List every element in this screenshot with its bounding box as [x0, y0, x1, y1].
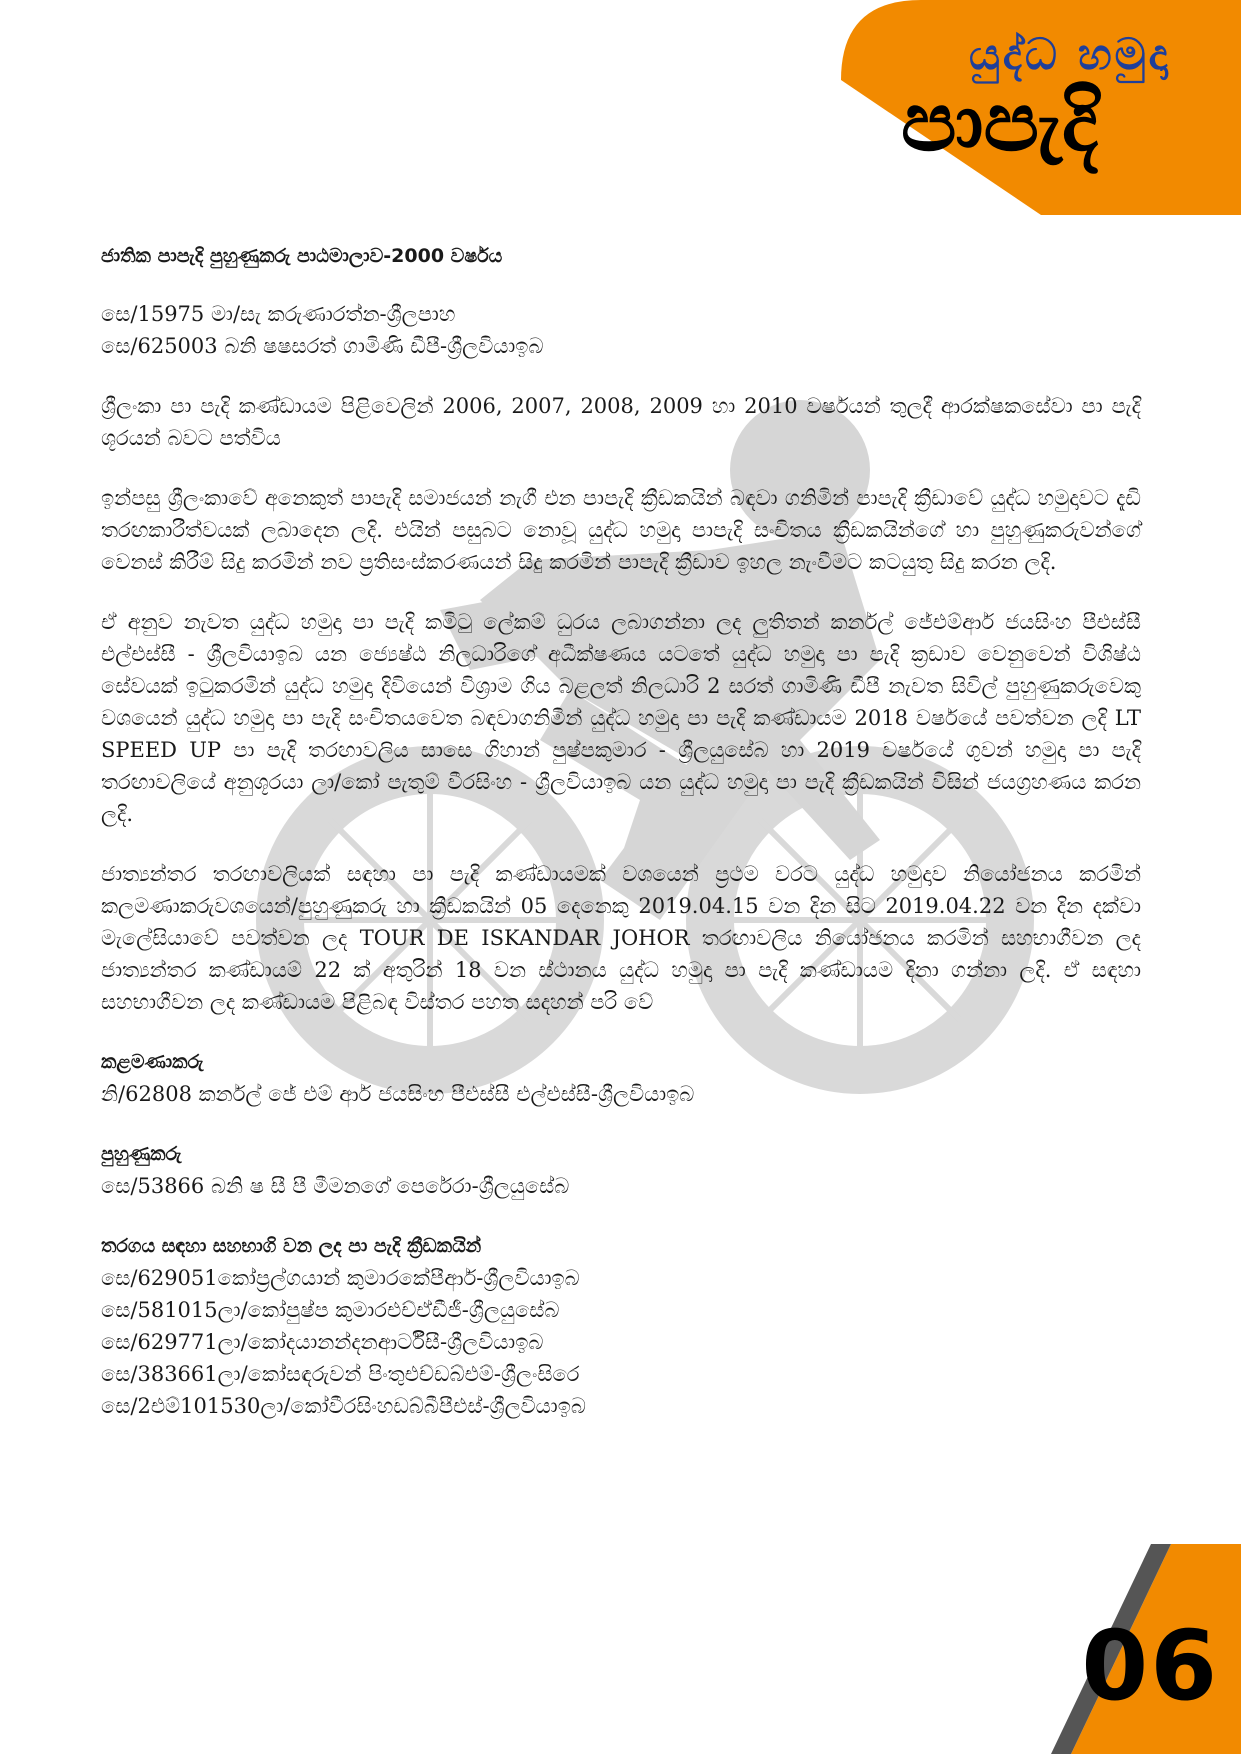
page-number-badge	[1051, 1544, 1241, 1754]
header-banner	[841, 0, 1241, 215]
paragraph: ශ්‍රීලංකා පා පැදි කණ්ඩායම පිළිවෙලින් 2006, 2007, 2008, 2009 හා 2010 වර්ෂයන් තුලදී ආරක්ෂකසේවා පා පැදි ශූරයන් බවට පත්විය	[101, 394, 1141, 450]
article-body	[101, 240, 1141, 1450]
manager-block	[101, 1046, 1141, 1110]
article-heading: ජාතික පාපැදි පුහුණුකරු පාඨමාලාව-2000 වර්ෂය	[101, 245, 503, 267]
rider-item: සෙ/629771ලා/කෝදයානන්දනආර්ටීසී-ශ්‍රීලවියාඉබ	[101, 1330, 544, 1354]
coach-name: සෙ/53866 බනි ෂ සී පී මීමනගේ පෙරේරා-ශ්‍රීලයුසේබ	[101, 1174, 570, 1198]
riders-label: තරගය සඳහා සහභාගි වන ලද පා පැදි ක්‍රීඩකයින්	[101, 1235, 482, 1257]
rider-item: සෙ/581015ලා/කෝපුෂ්ප කුමාරඑච්ඒඩීජී-ශ්‍රීලයුසේබ	[101, 1298, 560, 1322]
riders-block	[101, 1230, 1141, 1422]
section-name: යුද්ධ හමුදා	[969, 30, 1171, 80]
manager-label: කළමණාකරු	[101, 1051, 204, 1073]
rider-item: සෙ/2එම්101530ලා/කෝවීරසිංහඩබ්බීපීඑස්-ශ්‍රීලවියාඉබ	[101, 1394, 586, 1418]
page-number: 06	[1081, 1610, 1219, 1722]
paragraph: ඒ අනුව නැවත යුද්ධ හමුදා පා පැදි කමිටු ලේකම් ධුරය ලබාගන්නා ලද ලුතිතන් කර්නල් ජේඑම්ආර් ජයසිංහ පීඑස්සී එල්එස්සී - ශ්‍රීලවියාඉබ යන ජ්‍යෙෂ්ඨ නිලධාරිගේ අධීක්ෂණය යටතේ යුද්ධ හමුදා පා පැදි ක්‍රඩාව වෙනුවෙන් විශිෂ්ඨ සේවයක් ඉටුකරමින් යුද්ධ හමුදා දිවියෙන් විශ්‍රාම ගිය බළලත් නිලධාරි 2 සරත් ගාමිණි ඩීපී නැවත සිවිල් පුහුණුකරුවෙකු වශයෙන් යුද්ධ හමුදා පා පැදි සංචිතයවෙත බඳවාගනිමින් යුද්ධ හමුදා පා පැදි කණ්ඩායම 2018 වර්ෂයේ පවත්වන ලදි LT SPEED UP පා පැදි තරඟාවලිය සාසෙ ගිහාන් පුෂ්පකුමාර - ශ්‍රීලයුසේබ හා 2019 වර්ෂයේ ගුවන් හමුදා පා පැදි තරඟාවලියේ අනුශූරයා ලා/කෝ පැතුම් වීරසිංහ - ශ්‍රීලවියාඉබ යන යුද්ධ හමුදා පා පැදි ක්‍රීඩකයින් විසින් ජයග්‍රහණය කරන ලදි.	[101, 610, 1141, 826]
coach-label: පුහුණුකරු	[101, 1143, 182, 1165]
section-title: පාපැදි	[901, 75, 1099, 170]
intro-block	[101, 298, 1141, 362]
paragraph: ජාත්‍යන්තර තරඟාවලියක් සඳහා පා පැදි කණ්ඩායමක් වශයෙන් ප්‍රථම වරට යුද්ධ හමුදාව නියෝජනය කරමින් කලමණාකරුවශයෙන්/පුහුණුකරු හා ක්‍රීඩකයින් 05 දෙනෙකු 2019.04.15 වන දින සිට 2019.04.22 වන දින දක්වා මැලේසියාවේ පවත්වන ලද TOUR DE ISKANDAR JOHOR තරඟාවලිය නියෝජනය කරමින් සහභාගීවන ලද ජාත්‍යන්තර කණ්ඩායම් 22 ක් අතුරින් 18 වන ස්ථානය යුද්ධ හමුදා පා පැදි කණ්ඩායම දිනා ගන්නා ලදි. ඒ සඳහා සහභාගීවන ලද කණ්ඩායම පිළිබඳ විස්තර පහත සදහන් පරි වේ	[101, 862, 1141, 1014]
coach-block	[101, 1138, 1141, 1202]
manager-name: නි/62808 කර්නල් ජේ එම් ආර් ජයසිංහ පීඑස්සී එල්එස්සී-ශ්‍රීලවියාඉබ	[101, 1082, 695, 1106]
rider-item: සෙ/383661ලා/කෝසඳරුවන් පිංතුඑච්ඩබ්එම්-ශ්‍රීලංසිරෙ	[101, 1362, 580, 1386]
intro-line: සෙ/625003 බනි ෂෂසරත් ගාමිණි ඩීපී-ශ්‍රීලවියාඉබ	[101, 334, 544, 358]
paragraph: ඉන්පසු ශ්‍රීලංකාවේ අනෙකුත් පාපැදි සමාජයන් නැගී එන පාපැදි ක්‍රීඩකයින් බඳවා ගනිමින් පාපැදි ක්‍රීඩාවේ යුද්ධ හමුදාවට දැඩි තරඟකාරීත්වයක් ලබාදෙන ලදි. එයින් පසුබට නොවූ යුද්ධ හමුදා පාපැදි සංචිතය ක්‍රීඩකයින්ගේ හා පුහුණුකරුවන්ගේ වෙනස් කිරීම් සිදු කරමින් නව ප්‍රතිසංස්කරණයන් සිදු කරමින් පාපැදි ක්‍රීඩාව ඉහල නැංවීමට කටයුතු සිදු කරන ලදි.	[101, 486, 1141, 574]
intro-line: සෙ/15975 මා/සැ කරුණාරත්න-ශ්‍රීලපාහ	[101, 302, 456, 326]
rider-item: සෙ/629051කෝප්‍රල්ගයාන් කුමාරකේපීආර්-ශ්‍රීලවියාඉබ	[101, 1266, 580, 1290]
